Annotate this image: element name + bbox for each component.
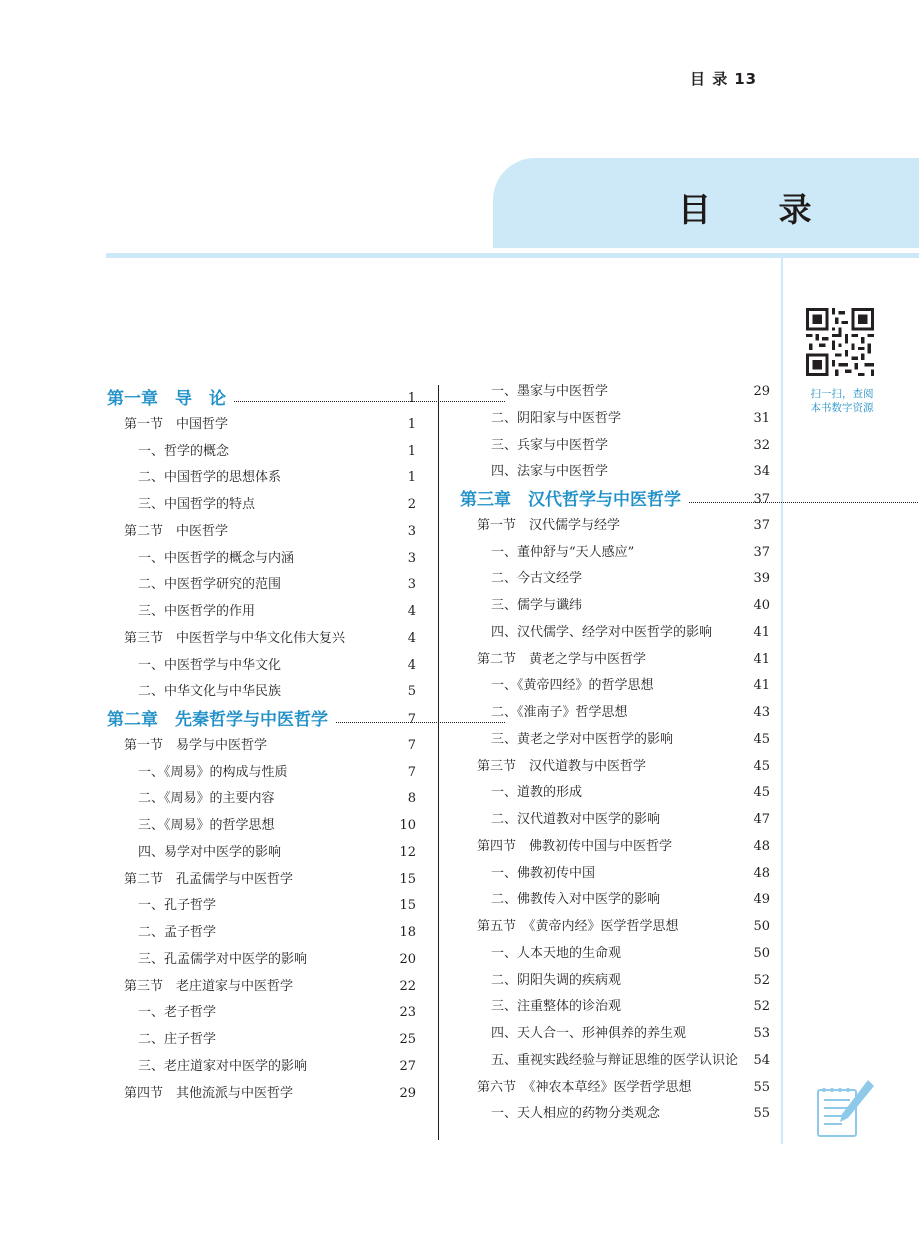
toc-entry-title: 四、汉代儒学、经学对中医哲学的影响 [491, 624, 713, 640]
toc-entry-page: 5 [407, 684, 416, 700]
toc-entry-title: 一、佛教初传中国 [491, 865, 596, 881]
notebook-pencil-icon [812, 1076, 878, 1146]
running-head [690, 68, 757, 89]
toc-item[interactable] [138, 546, 416, 572]
margin-rule [781, 258, 783, 1144]
toc-entry-page: 4 [407, 630, 416, 646]
toc-entry-title: 三、儒学与谶纬 [491, 598, 583, 613]
toc-item[interactable] [138, 760, 416, 786]
toc-entry-page: 1 [407, 443, 416, 459]
toc-entry-title: 第一节 中国哲学 [124, 416, 229, 432]
toc-item[interactable] [491, 673, 770, 699]
toc-entry-page: 53 [753, 1026, 770, 1041]
toc-entry-title: 二、中医哲学研究的范围 [138, 577, 282, 593]
toc-chapter[interactable] [107, 707, 416, 733]
toc-entry-title: 一、中医哲学的概念与内涵 [138, 550, 295, 566]
toc-entry-title: 四、法家与中医哲学 [491, 464, 609, 480]
toc-item[interactable] [491, 968, 770, 994]
toc-entry-page: 48 [753, 838, 770, 854]
toc-entry-title: 第二节 黄老之学与中医哲学 [477, 651, 647, 667]
toc-item[interactable] [491, 861, 770, 887]
toc-entry-title: 第五节 《黄帝内经》医学哲学思想 [477, 919, 679, 934]
toc-entry-title: 三、中国哲学的特点 [138, 497, 256, 512]
toc-entry-page: 4 [407, 657, 416, 673]
toc-entry-title: 一、道教的形成 [491, 785, 583, 801]
toc-item[interactable] [138, 840, 416, 866]
toc-entry-page: 7 [407, 712, 416, 727]
toc-entry-page: 18 [399, 925, 416, 940]
toc-entry-title: 一、《周易》的构成与性质 [138, 764, 288, 780]
toc-section[interactable] [124, 519, 416, 545]
toc-entry-page: 23 [399, 1005, 416, 1021]
toc-entry-page: 7 [407, 764, 416, 780]
toc-entry-title: 第二章 先秦哲学与中医哲学 [107, 710, 328, 730]
toc-entry-title: 三、老庄道家对中医学的影响 [138, 1058, 308, 1074]
column-divider [438, 385, 439, 1140]
toc-entry-title: 一、老子哲学 [138, 1005, 217, 1021]
toc-entry-page: 37 [753, 544, 770, 560]
toc-chapter[interactable] [107, 386, 416, 412]
toc-item[interactable] [491, 1048, 770, 1074]
toc-entry-page: 55 [753, 1079, 770, 1095]
toc-item[interactable] [138, 893, 416, 919]
toc-entry-page: 1 [407, 391, 416, 406]
toc-item[interactable] [491, 593, 770, 619]
toc-item[interactable] [138, 947, 416, 973]
toc-entry-page: 55 [753, 1106, 770, 1122]
toc-entry-page: 2 [407, 497, 416, 512]
toc-item[interactable] [138, 1054, 416, 1080]
toc-entry-page: 29 [399, 1085, 416, 1101]
toc-entry-title: 第一节 易学与中医哲学 [124, 737, 268, 753]
leader-dots [689, 487, 919, 503]
toc-entry-page: 7 [407, 737, 416, 753]
toc-entry-page: 41 [753, 651, 770, 667]
toc-section[interactable] [477, 647, 770, 673]
toc-entry-page: 45 [753, 731, 770, 747]
toc-entry-title: 第三章 汉代哲学与中医哲学 [460, 490, 681, 510]
toc-entry-page: 20 [399, 951, 416, 967]
toc-item[interactable] [491, 406, 770, 432]
toc-item[interactable] [491, 887, 770, 913]
toc-entry-title: 第三节 汉代道教与中医哲学 [477, 758, 647, 774]
toc-section[interactable] [124, 733, 416, 759]
toc-entry-page: 52 [753, 999, 770, 1015]
toc-entry-title: 一、天人相应的药物分类观念 [491, 1106, 661, 1122]
toc-item[interactable] [491, 1021, 770, 1047]
toc-item[interactable] [491, 566, 770, 592]
toc-item[interactable] [138, 813, 416, 839]
toc-entry-title: 第四节 佛教初传中国与中医哲学 [477, 838, 673, 854]
toc-entry-page: 50 [753, 945, 770, 961]
qr-caption: 扫一扫，查阅本书数字资源 [810, 388, 874, 414]
toc-entry-title: 三、中医哲学的作用 [138, 604, 256, 619]
toc-item[interactable] [138, 492, 416, 518]
toc-entry-page: 22 [399, 978, 416, 994]
toc-entry-title: 二、今古文经学 [491, 571, 583, 587]
page-title: 目 录 [678, 190, 840, 229]
toc-entry-page: 29 [753, 384, 770, 399]
toc-entry-title: 三、黄老之学对中医哲学的影响 [491, 731, 674, 747]
toc-item[interactable] [138, 439, 416, 465]
toc-entry-page: 15 [399, 898, 416, 914]
toc-entry-page: 25 [399, 1032, 416, 1047]
qr-code-icon[interactable] [806, 308, 874, 376]
toc-entry-page: 1 [407, 470, 416, 486]
toc-entry-title: 第一章 导 论 [107, 389, 226, 409]
toc-item[interactable] [491, 459, 770, 485]
toc-entry-title: 三、兵家与中医哲学 [491, 437, 609, 453]
toc-chapter[interactable] [460, 487, 770, 513]
toc-entry-page: 12 [399, 844, 416, 860]
toc-entry-title: 三、注重整体的诊治观 [491, 999, 622, 1015]
toc-item[interactable] [138, 572, 416, 598]
toc-item[interactable] [491, 433, 770, 459]
toc-entry-title: 第四节 其他流派与中医哲学 [124, 1085, 294, 1101]
toc-item[interactable] [138, 599, 416, 625]
toc-entry-title: 一、哲学的概念 [138, 443, 230, 459]
toc-entry-page: 40 [753, 598, 770, 613]
toc-section[interactable] [477, 1075, 770, 1101]
toc-item[interactable] [138, 920, 416, 946]
toc-entry-page: 34 [753, 464, 770, 480]
toc-entry-title: 二、庄子哲学 [138, 1032, 217, 1047]
toc-entry-title: 二、阴阳家与中医哲学 [491, 410, 622, 426]
toc-entry-title: 一、中医哲学与中华文化 [138, 657, 282, 673]
toc-entry-page: 49 [753, 892, 770, 908]
toc-entry-title: 三、《周易》的哲学思想 [138, 818, 275, 833]
toc-entry-page: 3 [407, 523, 416, 539]
toc-item[interactable] [491, 1101, 770, 1127]
toc-entry-page: 8 [407, 791, 416, 807]
toc-entry-title: 三、孔孟儒学对中医学的影响 [138, 951, 308, 967]
toc-entry-title: 第二节 孔孟儒学与中医哲学 [124, 871, 294, 887]
page-number: 13 [734, 70, 758, 88]
toc-entry-title: 二、佛教传入对中医学的影响 [491, 892, 661, 908]
toc-entry-title: 二、《淮南子》哲学思想 [491, 705, 628, 720]
toc-entry-page: 47 [753, 812, 770, 827]
toc-entry-page: 45 [753, 785, 770, 801]
toc-entry-title: 一、董仲舒与“天人感应” [491, 544, 635, 560]
toc-entry-page: 3 [407, 577, 416, 593]
toc-entry-title: 五、重视实践经验与辩证思维的医学认识论 [491, 1052, 739, 1068]
toc-section[interactable] [124, 974, 416, 1000]
toc-section[interactable] [477, 754, 770, 780]
toc-section[interactable] [124, 867, 416, 893]
toc-entry-page: 1 [407, 416, 416, 432]
header-rule [106, 253, 919, 258]
toc-item[interactable] [491, 727, 770, 753]
toc-entry-title: 二、孟子哲学 [138, 925, 217, 940]
toc-entry-page: 10 [399, 818, 416, 833]
toc-section[interactable] [477, 513, 770, 539]
toc-item[interactable] [491, 807, 770, 833]
toc-entry-page: 52 [753, 972, 770, 988]
toc-entry-title: 第三节 老庄道家与中医哲学 [124, 978, 294, 994]
toc-entry-title: 第一节 汉代儒学与经学 [477, 517, 621, 533]
leader-dots [336, 707, 505, 723]
toc-entry-title: 四、易学对中医学的影响 [138, 844, 282, 860]
toc-item[interactable] [138, 1000, 416, 1026]
toc-item[interactable] [138, 1027, 416, 1053]
toc-item[interactable] [491, 620, 770, 646]
toc-item[interactable] [491, 994, 770, 1020]
toc-entry-page: 45 [753, 758, 770, 774]
toc-item[interactable] [138, 653, 416, 679]
toc-section[interactable] [477, 834, 770, 860]
toc-item[interactable] [138, 465, 416, 491]
toc-item[interactable] [491, 700, 770, 726]
toc-item[interactable] [491, 780, 770, 806]
toc-entry-title: 第二节 中医哲学 [124, 523, 229, 539]
toc-entry-page: 39 [753, 571, 770, 587]
toc-entry-title: 二、阴阳失调的疾病观 [491, 972, 622, 988]
toc-entry-page: 37 [753, 517, 770, 533]
running-head-label: 目 录 [690, 70, 729, 88]
toc-entry-page: 37 [753, 492, 770, 507]
toc-entry-title: 二、《周易》的主要内容 [138, 791, 275, 807]
leader-dots [234, 386, 505, 402]
toc-entry-title: 四、天人合一、形神俱养的养生观 [491, 1026, 687, 1041]
toc-entry-title: 二、中国哲学的思想体系 [138, 470, 282, 486]
toc-item[interactable] [491, 379, 770, 405]
toc-entry-page: 48 [753, 865, 770, 881]
toc-entry-page: 3 [407, 550, 416, 566]
toc-entry-page: 27 [399, 1058, 416, 1074]
toc-entry-title: 一、孔子哲学 [138, 898, 217, 914]
toc-entry-page: 4 [407, 604, 416, 619]
toc-entry-title: 一、《黄帝四经》的哲学思想 [491, 678, 654, 694]
toc-item[interactable] [138, 786, 416, 812]
toc-entry-page: 50 [753, 919, 770, 934]
toc-entry-title: 二、汉代道教对中医学的影响 [491, 812, 661, 827]
toc-entry-page: 54 [753, 1052, 770, 1068]
toc-entry-page: 43 [753, 705, 770, 720]
toc-section[interactable] [124, 412, 416, 438]
toc-entry-page: 15 [399, 871, 416, 887]
toc-item[interactable] [138, 679, 416, 705]
toc-section[interactable] [477, 914, 770, 940]
toc-entry-title: 第三节 中医哲学与中华文化伟大复兴 [124, 630, 346, 646]
toc-entry-title: 一、人本天地的生命观 [491, 945, 622, 961]
toc-entry-title: 一、墨家与中医哲学 [491, 384, 609, 399]
toc-item[interactable] [491, 941, 770, 967]
toc-entry-page: 32 [753, 437, 770, 453]
toc-item[interactable] [491, 540, 770, 566]
toc-entry-page: 31 [753, 410, 770, 426]
toc-entry-page: 41 [753, 624, 770, 640]
toc-entry-title: 第六节 《神农本草经》医学哲学思想 [477, 1079, 692, 1095]
toc-entry-page: 41 [753, 678, 770, 694]
toc-section[interactable] [124, 1081, 416, 1107]
toc-section[interactable] [124, 626, 416, 652]
toc-entry-title: 二、中华文化与中华民族 [138, 684, 282, 700]
